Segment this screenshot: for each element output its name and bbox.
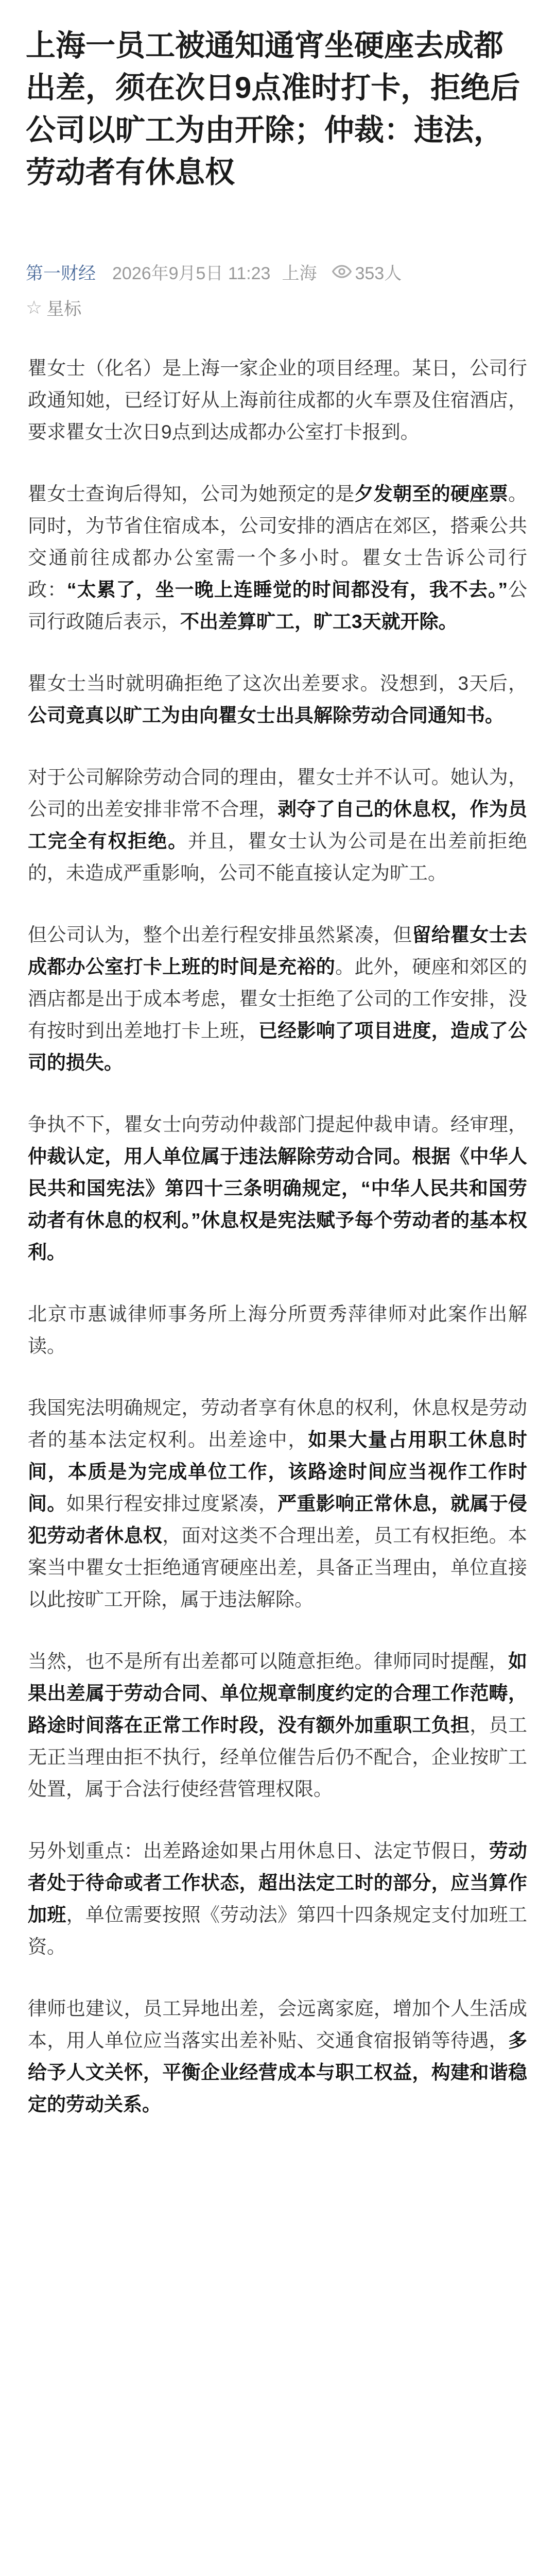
paragraph: 瞿女士查询后得知，公司为她预定的是夕发朝至的硬座票。同时，为节省住宿成本，公司安排的酒店在郊区，搭乘公共交通前往成都办公室需一个多小时。瞿女士告诉公司行政：“太累了，坐一晚上连睡觉的时间都没有，我不去。”公司行政随后表示，不出差算旷工，旷工3天就开除。 bbox=[28, 483, 528, 632]
bookmark-label: 星标 bbox=[46, 299, 82, 319]
paragraph: 争执不下，瞿女士向劳动仲裁部门提起仲裁申请。经审理，仲裁认定，用人单位属于违法解除劳动合同。根据《中华人民共和国宪法》第四十三条明确规定，“中华人民共和国劳动者有休息的权利。”休息权是宪法赋予每个劳动者的基本权利。 bbox=[28, 1114, 527, 1263]
account-link[interactable]: 第一财经 bbox=[26, 263, 96, 283]
paragraph: 另外划重点：出差路途如果占用休息日、法定节假日，劳动者处于待命或者工作状态，超出法定工时的部分，应当算作加班，单位需要按照《劳动法》第四十四条规定支付加班工资。 bbox=[28, 1840, 528, 1957]
paragraph: 但公司认为，整个出差行程安排虽然紧凑，但留给瞿女士去成都办公室打卡上班的时间是充裕的。此外，硬座和郊区的酒店都是出于成本考虑，瞿女士拒绝了公司的工作安排，没有按时到出差地打卡上班，已经影响了项目进度，造成了公司的损失。 bbox=[28, 924, 528, 1073]
bookmark-button[interactable] bbox=[26, 295, 81, 320]
paragraph: 律师也建议，员工异地出差，会远离家庭，增加个人生活成本，用人单位应当落实出差补贴、交通食宿报销等待遇，多给予人文关怀，平衡企业经营成本与职工权益，构建和谐稳定的劳动关系。 bbox=[28, 1998, 527, 2115]
paragraph: 瞿女士（化名）是上海一家企业的项目经理。某日，公司行政通知她，已经订好从上海前往成都的火车票及住宿酒店，要求瞿女士次日9点到达成都办公室打卡报到。 bbox=[28, 358, 527, 443]
paragraph: 对于公司解除劳动合同的理由，瞿女士并不认可。她认为，公司的出差安排非常不合理，剥夺了自己的休息权，作为员工完全有权拒绝。并且，瞿女士认为公司是在出差前拒绝的，未造成严重影响，公司不能直接认定为旷工。 bbox=[28, 767, 528, 884]
article-body bbox=[28, 352, 527, 2150]
paragraph: 北京市惠诚律师事务所上海分所贾秀萍律师对此案作出解读。 bbox=[28, 1303, 527, 1357]
views-icon bbox=[332, 262, 352, 281]
views-count: 353人 bbox=[355, 263, 402, 283]
star-icon: ☆ bbox=[26, 296, 43, 318]
paragraph: 当然，也不是所有出差都可以随意拒绝。律师同时提醒，如果出差属于劳动合同、单位规章制度约定的合理工作范畴，路途时间落在正常工作时段，没有额外加重职工负担，员工无正当理由拒不执行，经单位催告后仍不配合，企业按旷工处置，属于合法行使经营管理权限。 bbox=[28, 1651, 527, 1800]
article-title: 上海一员工被通知通宵坐硬座去成都出差，须在次日9点准时打卡，拒绝后公司以旷工为由开除；仲裁：违法，劳动者有休息权 bbox=[26, 29, 520, 189]
publish-location: 上海 bbox=[282, 263, 317, 283]
paragraph: 瞿女士当时就明确拒绝了这次出差要求。没想到，3天后，公司竟真以旷工为由向瞿女士出具解除劳动合同通知书。 bbox=[28, 673, 527, 726]
article-meta bbox=[26, 259, 530, 284]
paragraph: 我国宪法明确规定，劳动者享有休息的权利，休息权是劳动者的基本法定权利。出差途中，如果大量占用职工休息时间，本质是为完成单位工作，该路途时间应当视作工作时间。如果行程安排过度紧凑，严重影响正常休息，就属于侵犯劳动者休息权，面对这类不合理出差，员工有权拒绝。本案当中瞿女士拒绝通宵硬座出差，具备正当理由，单位直接以此按旷工开除，属于违法解除。 bbox=[28, 1397, 528, 1610]
publish-time: 2026年9月5日 11:23 bbox=[112, 263, 271, 283]
